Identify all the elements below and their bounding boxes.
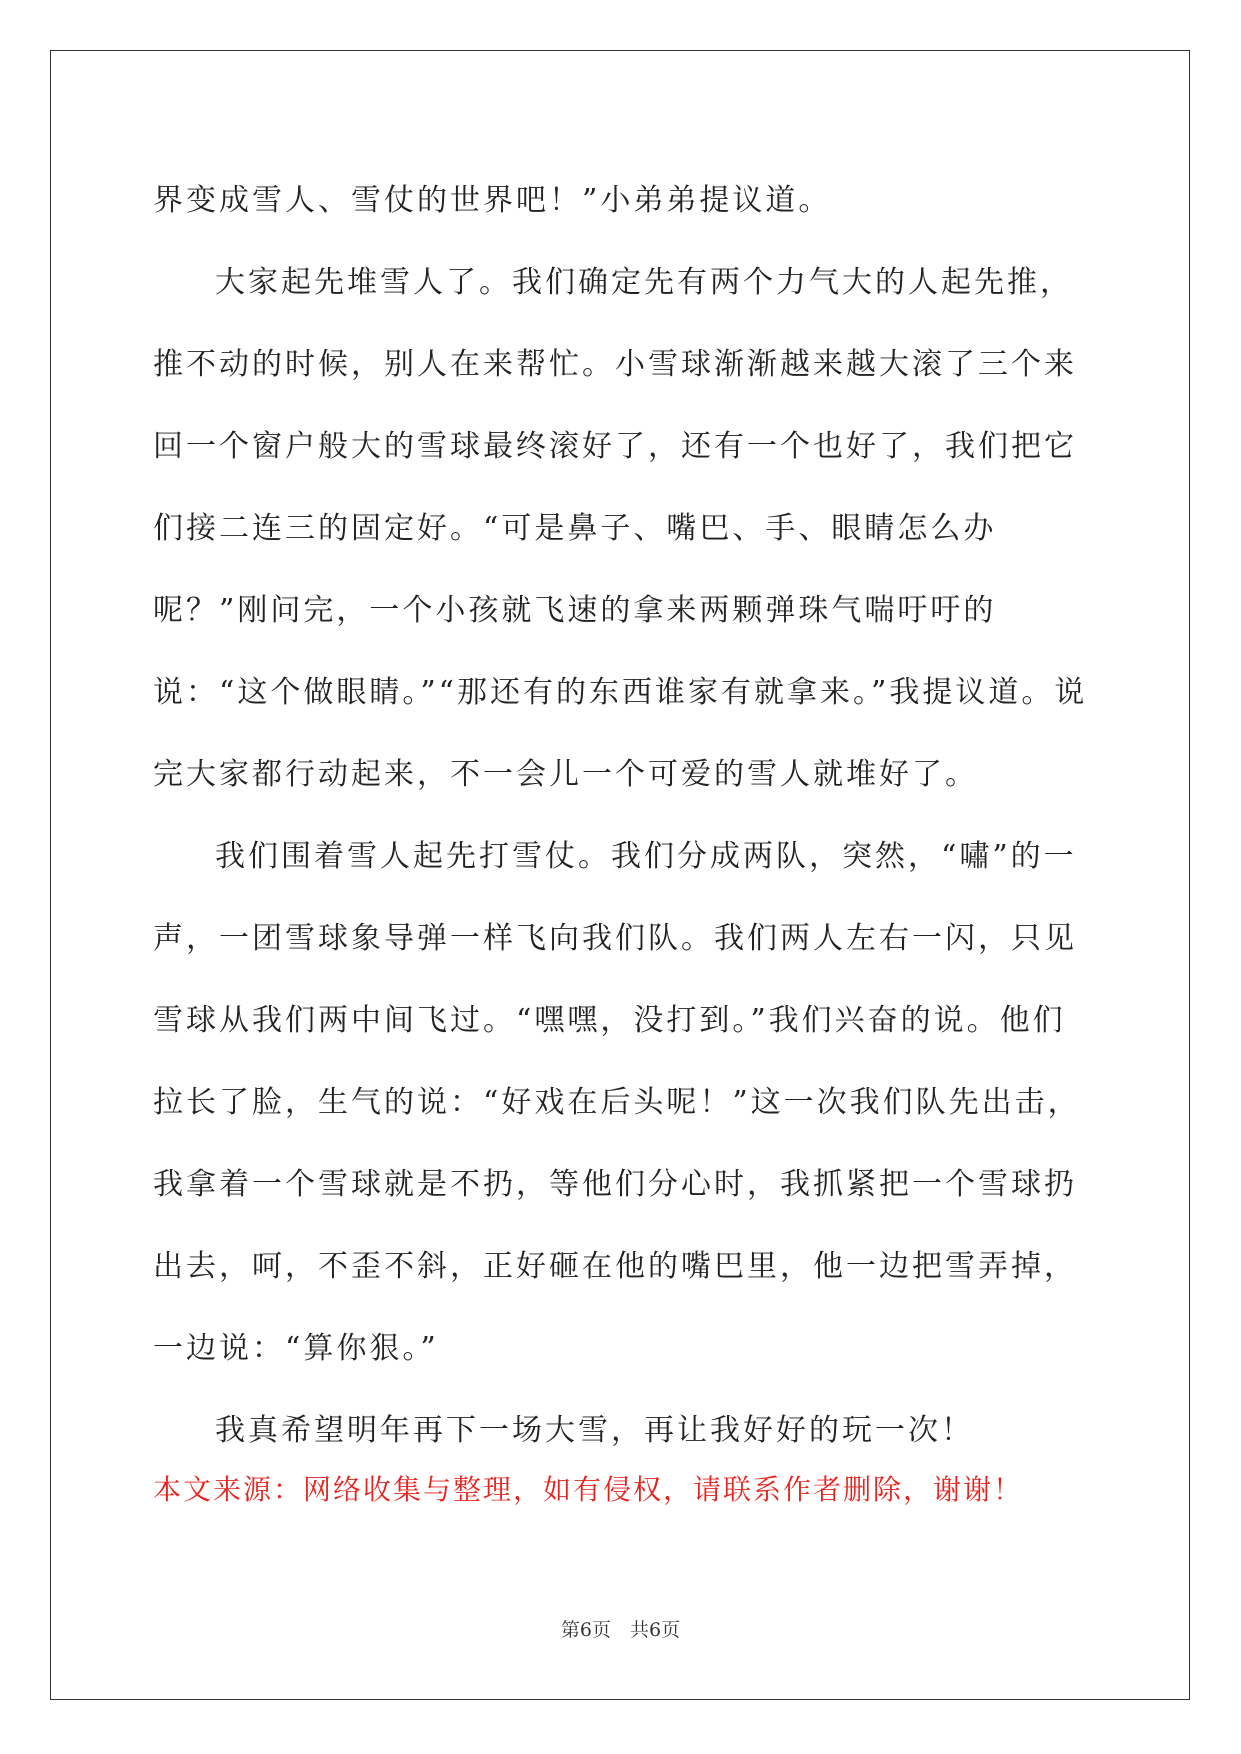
source-note: 本文来源：网络收集与整理，如有侵权，请联系作者删除，谢谢！ <box>153 1473 1024 1506</box>
paragraph-4: 我真希望明年再下一场大雪，再让我好好的玩一次！ <box>215 1413 974 1448</box>
paragraph-2: 大家起先堆雪人了。我们确定先有两个力气大的人起先推，推不动的时候，别人在来帮忙。小雪球渐渐越来越大滚了三个来回一个窗户般大的雪球最终滚好了，还有一个也好了，我们把它们接二连三的固定好。“可是鼻子、嘴巴、手、眼睛怎么办呢？”刚问完，一个小孩就飞速的拿来两颗弹珠气喘吁吁的说：“这个做眼睛。”“那还有的东西谁家有就拿来。”我提议道。说完大家都行动起来，不一会儿一个可爱的雪人就堆好了。 <box>153 265 1088 792</box>
paragraph-1: 界变成雪人、雪仗的世界吧！”小弟弟提议道。 <box>153 183 832 218</box>
article-body <box>153 160 1093 1472</box>
page-number-footer: 第6页 共6页 <box>560 1619 681 1641</box>
paragraph-3: 我们围着雪人起先打雪仗。我们分成两队，突然，“嘯”的一声，一团雪球象导弹一样飞向我们队。我们两人左右一闪，只见雪球从我们两中间飞过。“嘿嘿，没打到。”我们兴奋的说。他们拉长了脸，生气的说：“好戏在后头呢！”这一次我们队先出击，我拿着一个雪球就是不扔，等他们分心时，我抓紧把一个雪球扔出去，呵，不歪不斜，正好砸在他的嘴巴里，他一边把雪弄掉，一边说：“算你狠。” <box>153 839 1081 1366</box>
